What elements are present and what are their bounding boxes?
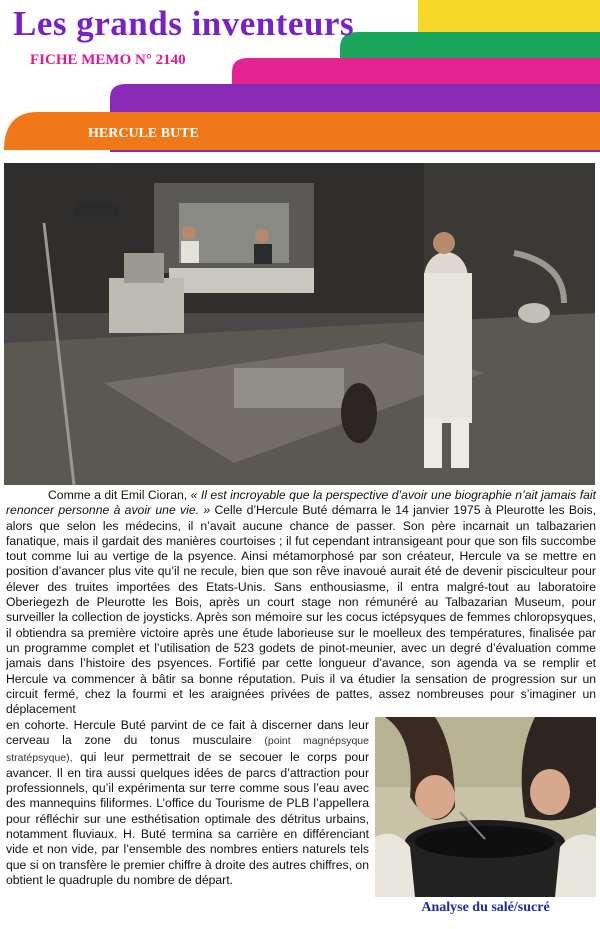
article-body-left xyxy=(6,718,369,888)
cioran-quote: « Il est incroyable que la perspective d’avoir une biographie n’ait jamais fait renoncer personne à avoir une vie. » xyxy=(6,488,597,518)
paragraph-2-start: en cohorte. Hercule Buté parvint de ce fait à discerner dans leur cerveau la zone du tonus musculaire xyxy=(6,718,369,748)
paragraph-2-end: qui leur permettrait de se secouer le corps pour avancer. Il en tira aussi quelques idées de parcs d’attraction pour professionnels, qu’il expérimenta sur terre comme sous l’eau avec des mannequins filiformes. L’office du Tourisme de PLB l’appellera pour réfléchir sur une esthétisation optimale des détritus urbains, notamment fluviaux. H. Buté termina sa carrière en différenciant vide et non vide, par l’ensemble des nombres entiers naturels tels que si on transfère le premier chiffre à droite des autres chiffres, on obtient le quadruple du nombre de départ. xyxy=(6,749,370,887)
lab-photo xyxy=(4,163,595,485)
fiche-number: FICHE MEMO N° 2140 xyxy=(30,52,186,68)
paragraph-2-aside: (point magnépsyque stratépsyque), xyxy=(6,735,369,764)
page-title: Les grands inventeurs xyxy=(13,4,355,43)
article-body-top xyxy=(6,488,596,717)
photo-caption: Analyse du salé/sucré xyxy=(421,900,550,915)
paragraph-1: Celle d’Hercule Buté démarra le 14 janvier 1975 à Pleurotte les Bois, alors que selon les médecins, il n’avait aucune chance de passer. Son père incarnait un talbazarien fanatique, mais il gardait des manières courtoises ; il fut cependant intransigeant pour que son fils succombe tout comme lui au vertige de la psyence. Ainsi métamorphosé par son créateur, Hercule va se mettre en position d’avancer plus vite qu’il ne recule, bien que son rêve inavoué aurait été de devenir pisciculteur pour élever des truites importées des Etats-Unis. Sans enthousiasme, il entra malgré-tout au laboratoire Oberiegezh de Pleurotte les Bois, après un court stage non rémunéré au Talbazarian Museum, pour surveiller la collection de joysticks. Après son mémoire sur les cocus ictépsyques de femmes chloropsyques, il obtiendra sa première victoire après une étude laborieuse sur le moelleux des températures, finalisée par un programme complet et l’utilisation de 523 godets de pinot-meunier, avec un degré d’évaluation comme jamais dans l’histoire des psyences. Fortifié par cette longueur d’avance, son agenda va se remplir et Hercule va commencer à bâtir sa bonne réputation. Puis il va étudier la sensation de progression sur un circuit fermé, chez la fourmi et les araignées privées de pattes, assez nombreuses pour s’imaginer un déplacement xyxy=(6,503,597,717)
intro-text: Comme a dit Emil Cioran, xyxy=(48,488,188,502)
subject-name: HERCULE BUTE xyxy=(88,126,199,141)
tasting-photo xyxy=(375,717,596,897)
